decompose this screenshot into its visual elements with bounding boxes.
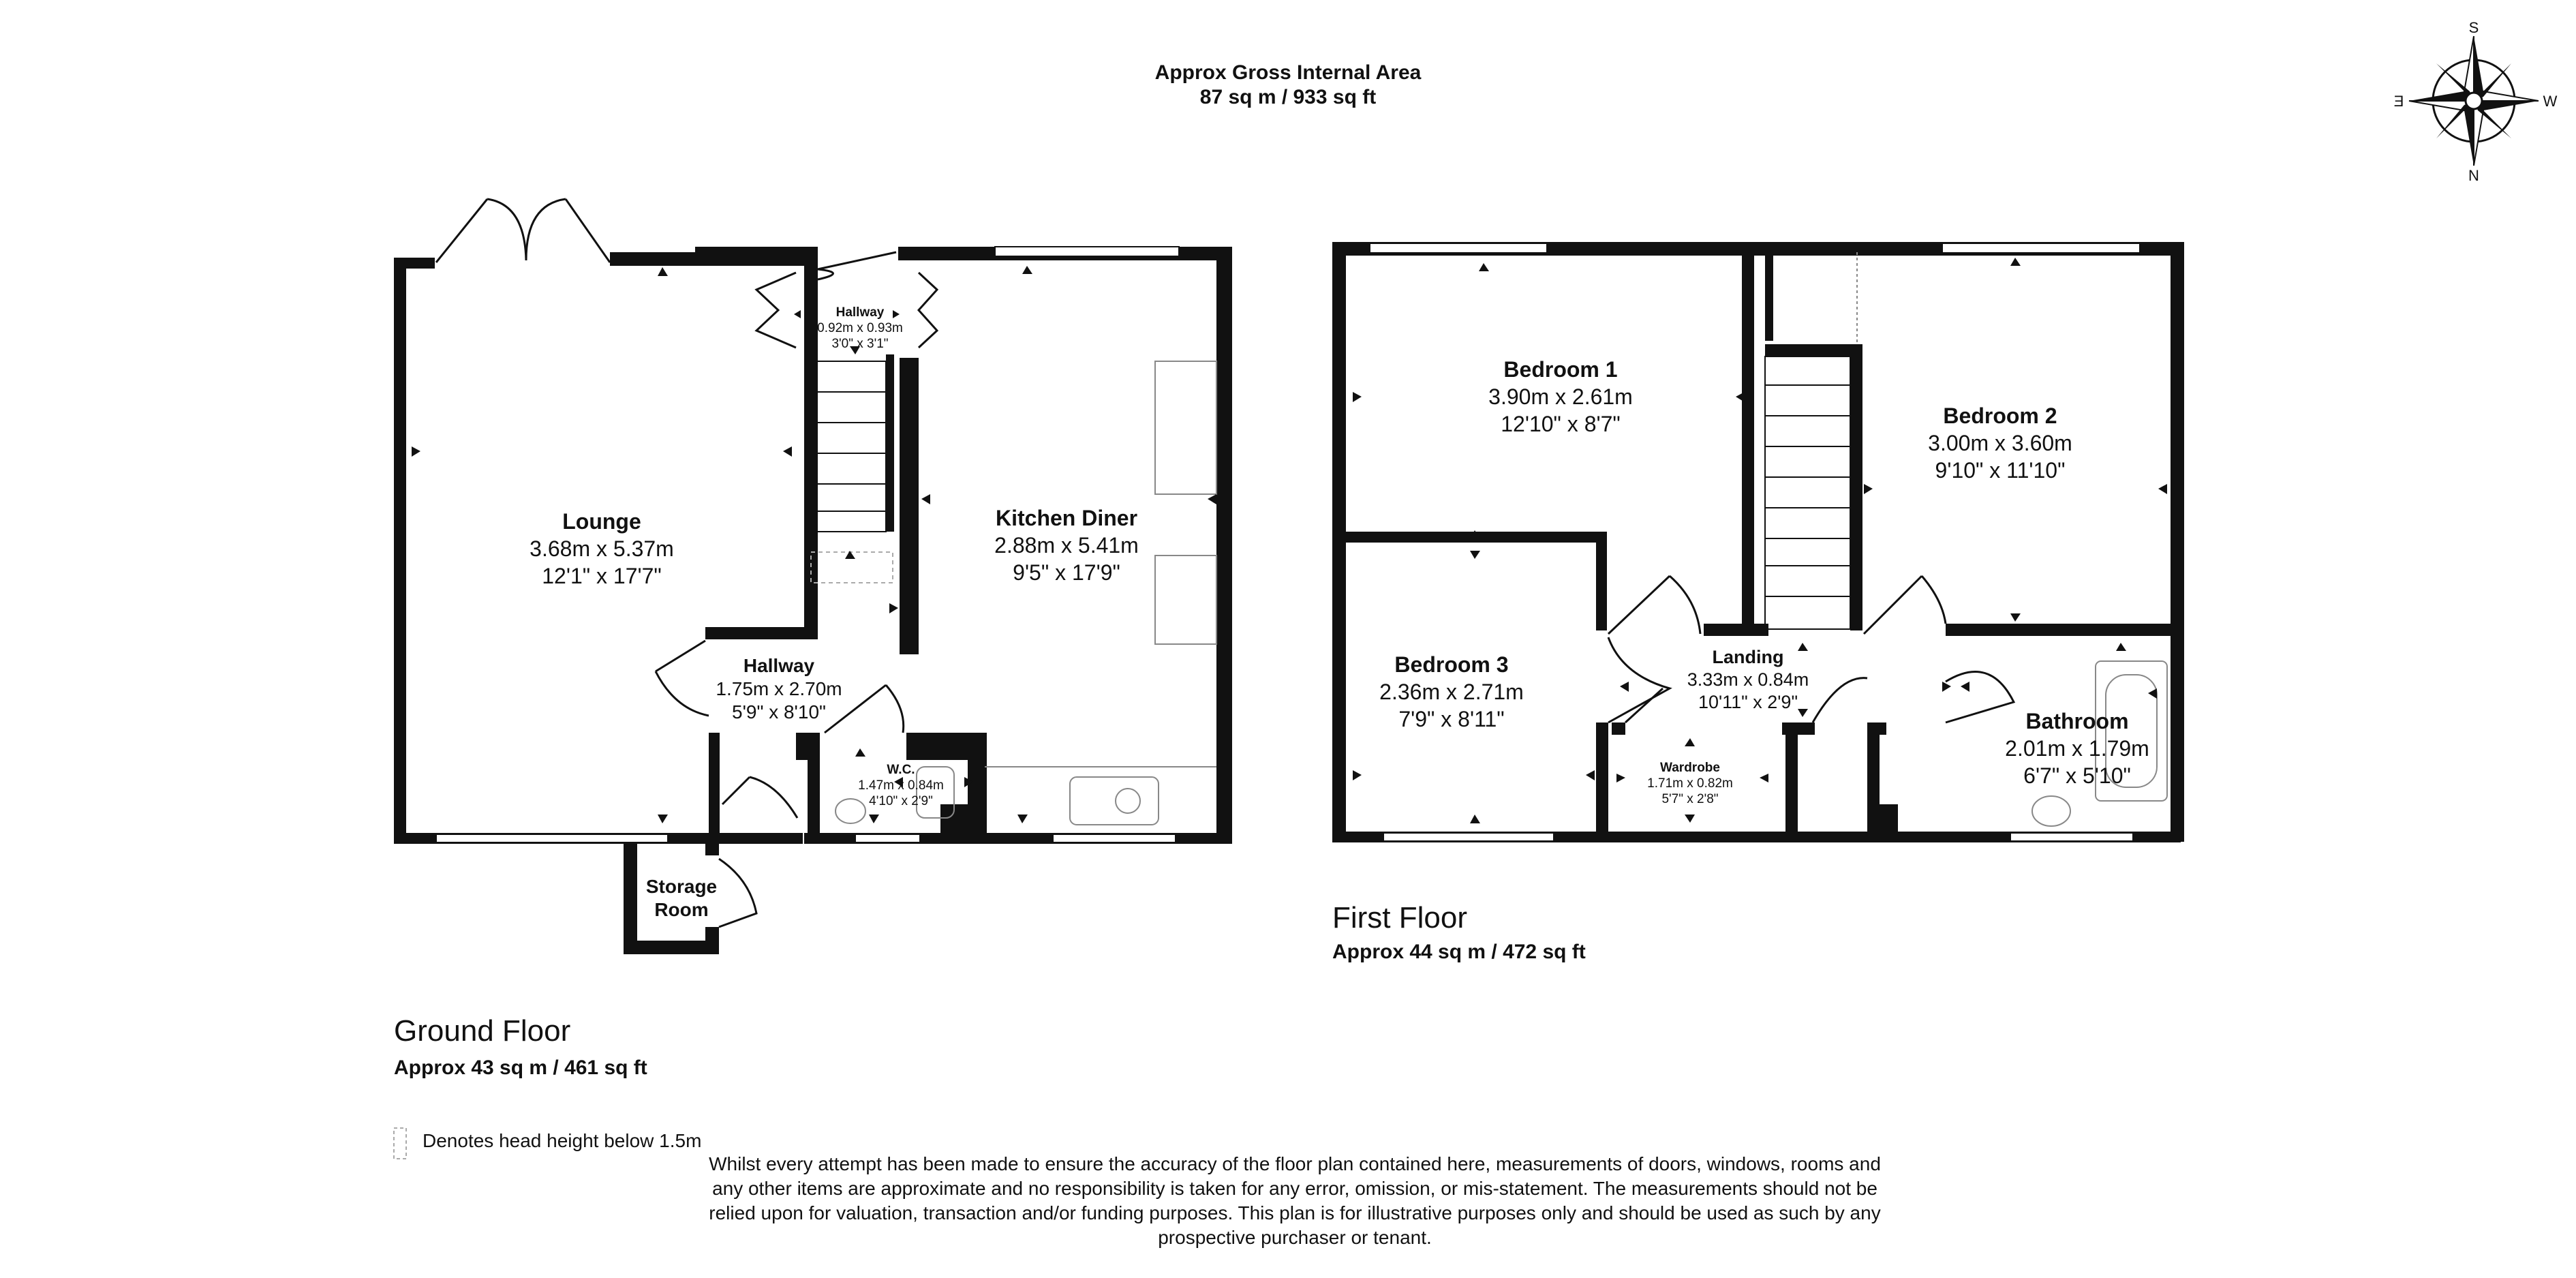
french-door — [436, 199, 526, 262]
ground-floor-area: Approx 43 sq m / 461 sq ft — [394, 1056, 647, 1079]
legend-swatch — [394, 1128, 406, 1159]
wall — [808, 354, 816, 532]
disclaimer-line: any other items are approximate and no responsibility is taken for any error, omission, or mis-statement. The measurements should not be — [712, 1178, 1877, 1199]
room-metric: 0.92m x 0.93m — [817, 321, 903, 335]
room-name: Hallway — [835, 305, 885, 320]
compass-label-s: S — [2468, 19, 2479, 36]
room-name: Bedroom 2 — [1943, 404, 2057, 428]
window — [1370, 243, 1547, 253]
basin — [2032, 796, 2070, 826]
room-imperial: 9'10" x 11'10" — [1935, 458, 2066, 483]
wall — [1612, 722, 1625, 735]
disclaimer-line: Whilst every attempt has been made to ensure the accuracy of the floor plan contained here, measurements of doors, windows, rooms and — [709, 1153, 1881, 1174]
door — [1946, 671, 2014, 722]
room-metric: 3.00m x 3.60m — [1928, 431, 2072, 455]
room-name-line2: Room — [654, 899, 709, 920]
wall — [2171, 242, 2184, 842]
room-metric: 3.68m x 5.37m — [530, 536, 674, 561]
door — [818, 252, 896, 279]
wall — [1782, 722, 1815, 735]
room-wardrobe — [1647, 760, 1733, 807]
room-name-line1: Storage — [645, 876, 718, 897]
door — [656, 641, 709, 716]
legend-text: Denotes head height below 1.5m — [423, 1130, 702, 1151]
window — [995, 247, 1179, 256]
room-lounge — [530, 508, 674, 590]
wall — [1741, 624, 1753, 636]
wall — [709, 733, 720, 842]
room-name: W.C. — [887, 763, 915, 777]
compass-rose — [2409, 36, 2539, 166]
wall — [1742, 249, 1754, 630]
room-metric: 2.01m x 1.79m — [2005, 736, 2149, 761]
room-name: Bedroom 1 — [1503, 357, 1618, 382]
wall — [1946, 624, 2177, 636]
wall — [624, 835, 637, 954]
wall — [1765, 245, 1773, 341]
wall — [1850, 344, 1862, 630]
wall — [705, 835, 719, 855]
first-floor-area: Approx 44 sq m / 472 sq ft — [1332, 941, 1586, 963]
door — [1864, 576, 1946, 634]
room-bedroom-1 — [1488, 356, 1633, 438]
room-bedroom-3 — [1379, 651, 1524, 733]
ground-stairs — [816, 361, 886, 532]
wall — [1704, 624, 1768, 636]
room-metric: 3.33m x 0.84m — [1687, 669, 1809, 690]
cupboard-door — [919, 273, 937, 348]
wall — [808, 247, 813, 356]
room-hallway — [716, 654, 842, 724]
sink — [1070, 777, 1159, 825]
room-imperial: 6'7" x 5'10" — [2023, 763, 2131, 788]
room-name: Bedroom 3 — [1394, 652, 1509, 677]
wall — [1596, 722, 1608, 838]
wall — [886, 354, 894, 532]
room-name: Bathroom — [2025, 709, 2129, 733]
compass-label-e: E — [2393, 93, 2404, 110]
room-imperial: 12'1" x 17'7" — [542, 564, 662, 588]
wall — [940, 804, 975, 838]
gross-area-value: 87 sq m / 933 sq ft — [1199, 86, 1377, 108]
room-imperial: 12'10" x 8'7" — [1501, 412, 1621, 436]
disclaimer-line: relied upon for valuation, transaction and/or funding purposes. This plan is for illustrative purposes only and should be used as such by any — [709, 1202, 1881, 1223]
room-imperial: 7'9" x 8'11" — [1398, 707, 1505, 731]
door — [1625, 688, 1663, 722]
wall — [808, 733, 820, 842]
wall — [610, 252, 695, 266]
wall — [394, 258, 406, 844]
room-imperial: 4'10" x 2'9" — [869, 794, 933, 808]
first-stairs — [1765, 356, 1850, 629]
wall — [1867, 722, 1886, 735]
compass-label-w: W — [2543, 93, 2558, 110]
room-name: Landing — [1712, 647, 1784, 667]
room-hallway-small — [817, 305, 903, 352]
room-metric: 3.90m x 2.61m — [1488, 384, 1633, 409]
wall — [1785, 722, 1798, 838]
room-bathroom — [2005, 708, 2149, 789]
room-imperial: 5'9" x 8'10" — [731, 701, 826, 722]
window — [436, 834, 668, 842]
gross-area-title: Approx Gross Internal Area — [1154, 61, 1422, 84]
wall — [705, 927, 719, 954]
window — [1053, 834, 1176, 842]
room-wc — [858, 762, 944, 809]
room-metric: 1.75m x 2.70m — [716, 678, 842, 699]
worktop — [1155, 361, 1216, 494]
french-door — [526, 199, 610, 262]
wall — [1216, 247, 1232, 844]
wall — [1596, 532, 1607, 630]
wall — [695, 247, 811, 266]
wall — [1874, 804, 1898, 835]
room-name: Lounge — [562, 509, 641, 534]
room-metric: 2.36m x 2.71m — [1379, 680, 1524, 704]
room-name: Wardrobe — [1660, 761, 1720, 775]
window — [2010, 833, 2133, 841]
ground-floor-label: Ground Floor — [394, 1014, 571, 1048]
room-bedroom-2 — [1928, 402, 2072, 484]
disclaimer — [681, 1152, 1908, 1250]
wall — [1765, 344, 1857, 356]
first-floor-label: First Floor — [1332, 901, 1467, 934]
ground-floor-walls — [394, 247, 1232, 954]
first-floor-doors — [1608, 576, 2014, 722]
room-metric: 1.71m x 0.82m — [1647, 776, 1733, 791]
wall — [900, 358, 919, 654]
window — [855, 834, 920, 842]
room-metric: 1.47m x 0.84m — [858, 778, 944, 793]
room-imperial: 10'11" x 2'9" — [1698, 692, 1798, 712]
door — [1813, 678, 1867, 722]
room-name: Hallway — [743, 655, 815, 676]
disclaimer-line: prospective purchaser or tenant. — [1158, 1227, 1432, 1248]
room-storage — [646, 875, 717, 922]
wall — [705, 627, 818, 639]
door — [719, 859, 756, 927]
door — [1608, 576, 1700, 634]
window — [1942, 243, 2140, 253]
room-name: Kitchen Diner — [995, 506, 1138, 530]
room-imperial: 5'7" x 2'8" — [1661, 792, 1719, 806]
room-landing — [1687, 646, 1809, 714]
window — [1383, 833, 1554, 841]
room-metric: 2.88m x 5.41m — [994, 533, 1139, 558]
compass-label-n: N — [2468, 167, 2479, 184]
room-kitchen-diner — [994, 504, 1139, 586]
cupboard-door — [756, 273, 796, 348]
room-imperial: 9'5" x 17'9" — [1013, 560, 1120, 585]
door — [722, 777, 797, 818]
wall — [624, 941, 716, 954]
worktop — [1155, 556, 1216, 644]
room-imperial: 3'0" x 3'1" — [831, 337, 889, 351]
